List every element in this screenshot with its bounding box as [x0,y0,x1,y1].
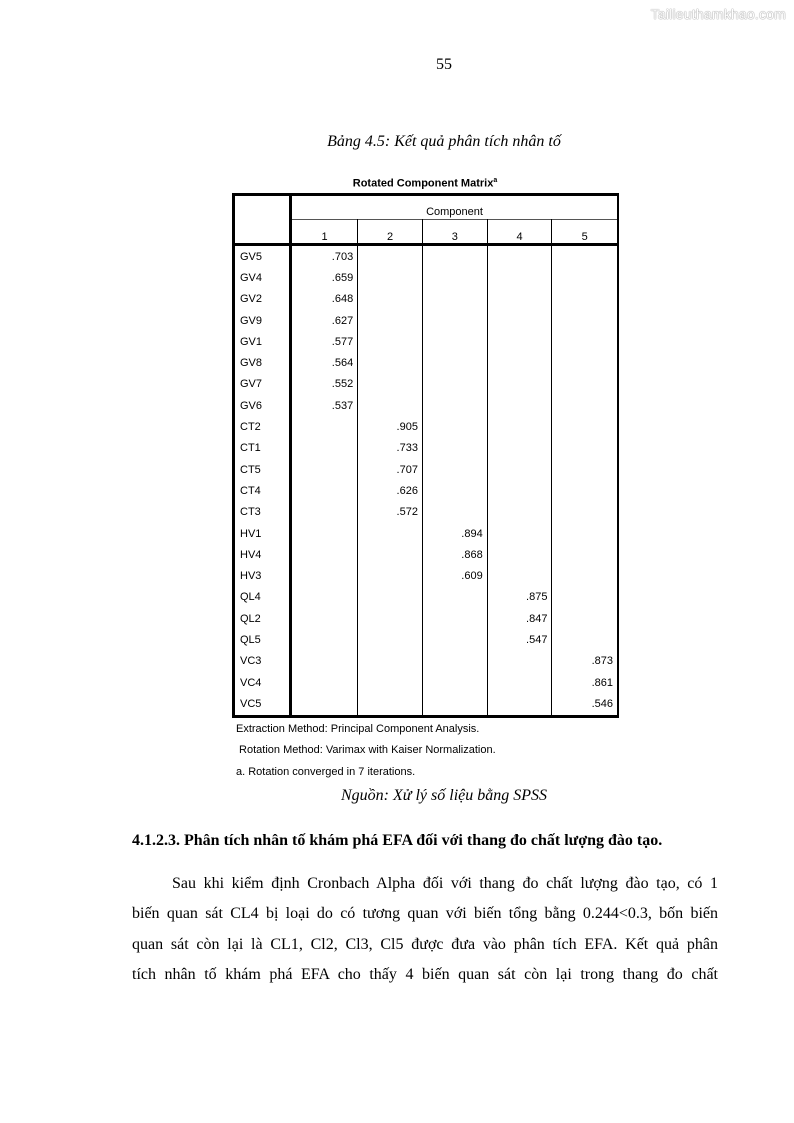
row-label: QL4 [234,587,291,608]
loading-cell: .552 [291,374,358,395]
table-row [234,672,619,693]
loading-cell [422,352,487,373]
loading-cell [552,352,618,373]
loading-cell [552,544,618,565]
loading-cell [487,352,552,373]
loading-cell [487,693,552,716]
table-row [234,374,619,395]
loading-cell: .572 [358,502,423,523]
loading-cell [291,523,358,544]
column-header: 3 [422,220,487,245]
table-row [234,352,619,373]
paragraph-line: quan sát còn lại là CL1, Cl2, Cl3, Cl5 được đưa vào phân tích EFA. Kết quả phân [132,935,718,953]
row-label: GV5 [234,245,291,268]
loading-cell [291,480,358,501]
loading-cell [358,587,423,608]
table-row [234,629,619,650]
loading-cell [358,608,423,629]
table-row [234,587,619,608]
loading-cell [422,608,487,629]
loading-cell [552,395,618,416]
section-heading: 4.1.2.3. Phân tích nhân tố khám phá EFA đối với thang đo chất lượng đào tạo. [132,832,663,849]
loading-cell [358,395,423,416]
loading-cell [422,480,487,501]
loading-cell [291,651,358,672]
loading-cell [422,310,487,331]
loading-cell [552,267,618,288]
row-label: GV9 [234,310,291,331]
loading-cell [358,289,423,310]
loading-cell [358,693,423,716]
loading-cell [552,459,618,480]
loading-cell [552,587,618,608]
table-caption: Bảng 4.5: Kết quả phân tích nhân tố [327,133,561,150]
loading-cell: .627 [291,310,358,331]
loading-cell [487,245,552,268]
loading-cell [422,416,487,437]
table-row [234,416,619,437]
loading-cell [552,245,618,268]
loading-cell [291,502,358,523]
loading-cell: .875 [487,587,552,608]
loading-cell: .707 [358,459,423,480]
row-label: VC5 [234,693,291,716]
loading-cell [358,651,423,672]
row-label: CT4 [234,480,291,501]
loading-cell [487,544,552,565]
loading-cell: .577 [291,331,358,352]
loading-cell [487,502,552,523]
loading-cell: .648 [291,289,358,310]
loading-cell [552,629,618,650]
loading-cell [358,352,423,373]
watermark: Tailieuthamkhao.com [650,6,786,22]
loading-cell [552,608,618,629]
loading-cell [422,672,487,693]
table-row [234,459,619,480]
paragraph-line: tích nhân tố khám phá EFA cho thấy 4 biến quan sát còn lại trong thang đo chất [132,965,718,983]
loading-cell [358,629,423,650]
table-row [234,395,619,416]
loading-cell: .703 [291,245,358,268]
loading-cell: .564 [291,352,358,373]
loading-cell [422,374,487,395]
loading-cell [358,672,423,693]
row-label: GV4 [234,267,291,288]
note-extraction-method: Extraction Method: Principal Component Analysis. [236,723,480,735]
loading-cell [422,289,487,310]
row-label: HV3 [234,565,291,586]
loading-cell [422,502,487,523]
loading-cell: .868 [422,544,487,565]
header-row-component [234,195,619,220]
table-row [234,502,619,523]
row-label: CT5 [234,459,291,480]
loading-cell [358,565,423,586]
column-header: 5 [552,220,618,245]
loading-cell [552,289,618,310]
loading-cell [291,565,358,586]
loading-cell: .733 [358,438,423,459]
loading-cell [291,438,358,459]
loading-cell [487,267,552,288]
row-label: CT1 [234,438,291,459]
table-row [234,289,619,310]
note-rotation-method: Rotation Method: Varimax with Kaiser Normalization. [236,744,496,757]
loading-cell: .609 [422,565,487,586]
loading-cell [487,416,552,437]
loading-cell: .861 [552,672,618,693]
loading-cell [422,395,487,416]
loading-cell [552,331,618,352]
table-row [234,331,619,352]
row-label: QL2 [234,608,291,629]
loading-cell [422,267,487,288]
loading-cell [422,629,487,650]
page-number: 55 [436,56,452,73]
loading-cell [487,331,552,352]
loading-cell [487,651,552,672]
loading-cell [291,544,358,565]
loading-cell [422,245,487,268]
row-label: VC4 [234,672,291,693]
loading-cell: .894 [422,523,487,544]
loading-cell [552,416,618,437]
loading-cell [487,565,552,586]
loading-cell [487,672,552,693]
row-label: GV1 [234,331,291,352]
loading-cell [358,523,423,544]
loading-cell: .873 [552,651,618,672]
paragraph-line: biến quan sát CL4 bị loại do có tương quan với biến tổng bằng 0.244<0.3, bốn biến [132,905,718,923]
loading-cell [487,438,552,459]
loading-cell: .537 [291,395,358,416]
loading-cell [291,416,358,437]
loading-cell [422,331,487,352]
loading-cell [552,502,618,523]
loading-cell [422,587,487,608]
loading-cell [422,459,487,480]
loading-cell: .905 [358,416,423,437]
loading-cell [358,310,423,331]
column-header: 2 [358,220,423,245]
column-header: 1 [291,220,358,245]
loading-cell [422,651,487,672]
loading-cell [291,693,358,716]
loading-cell [552,523,618,544]
table-row [234,544,619,565]
table-row [234,523,619,544]
row-label: VC3 [234,651,291,672]
loading-cell: .626 [358,480,423,501]
row-label: GV7 [234,374,291,395]
table-title-text: Rotated Component Matrix [352,177,494,190]
loading-cell [358,374,423,395]
table-title-footnote-marker: a [493,177,498,184]
loading-cell [552,438,618,459]
loading-cell [487,523,552,544]
loading-cell [487,395,552,416]
row-label: GV6 [234,395,291,416]
loading-cell [358,245,423,268]
loading-cell [291,608,358,629]
loading-cell [487,310,552,331]
loading-cell [291,629,358,650]
loading-cell [487,480,552,501]
table-row [234,480,619,501]
loading-cell: .547 [487,629,552,650]
loading-cell [291,672,358,693]
table-source: Nguồn: Xử lý số liệu bằng SPSS [340,787,548,804]
loading-cell: .659 [291,267,358,288]
row-label: CT2 [234,416,291,437]
header-row-numbers [234,220,619,245]
column-header: 4 [487,220,552,245]
table-row [234,651,619,672]
row-label: HV4 [234,544,291,565]
loading-cell [552,374,618,395]
table-row [234,267,619,288]
loading-cell [487,374,552,395]
loading-cell [291,587,358,608]
table-row [234,693,619,716]
table-row [234,565,619,586]
table-row [234,608,619,629]
table-row [234,310,619,331]
loading-cell [291,459,358,480]
loading-cell [358,544,423,565]
body-paragraph [132,869,718,990]
row-label: CT3 [234,502,291,523]
loading-cell [552,480,618,501]
loading-cell [358,267,423,288]
loading-cell [422,693,487,716]
table-row [234,245,619,268]
loading-cell [552,565,618,586]
table-row [234,438,619,459]
header-component: Component [291,195,619,220]
loading-cell [487,289,552,310]
header-corner-cell [234,195,291,245]
loading-cell [487,459,552,480]
table-notes [236,719,496,783]
loading-cell: .847 [487,608,552,629]
row-label: HV1 [234,523,291,544]
row-label: QL5 [234,629,291,650]
table-title [232,177,618,190]
row-label: GV2 [234,289,291,310]
rotated-component-matrix [232,193,619,718]
paragraph-line: Sau khi kiểm định Cronbach Alpha đối với thang đo chất lượng đào tạo, có 1 [172,875,718,892]
row-label: GV8 [234,352,291,373]
loading-cell [358,331,423,352]
loading-cell: .546 [552,693,618,716]
loading-cell [552,310,618,331]
note-rotation-converged: a. Rotation converged in 7 iterations. [236,765,416,778]
loading-cell [422,438,487,459]
